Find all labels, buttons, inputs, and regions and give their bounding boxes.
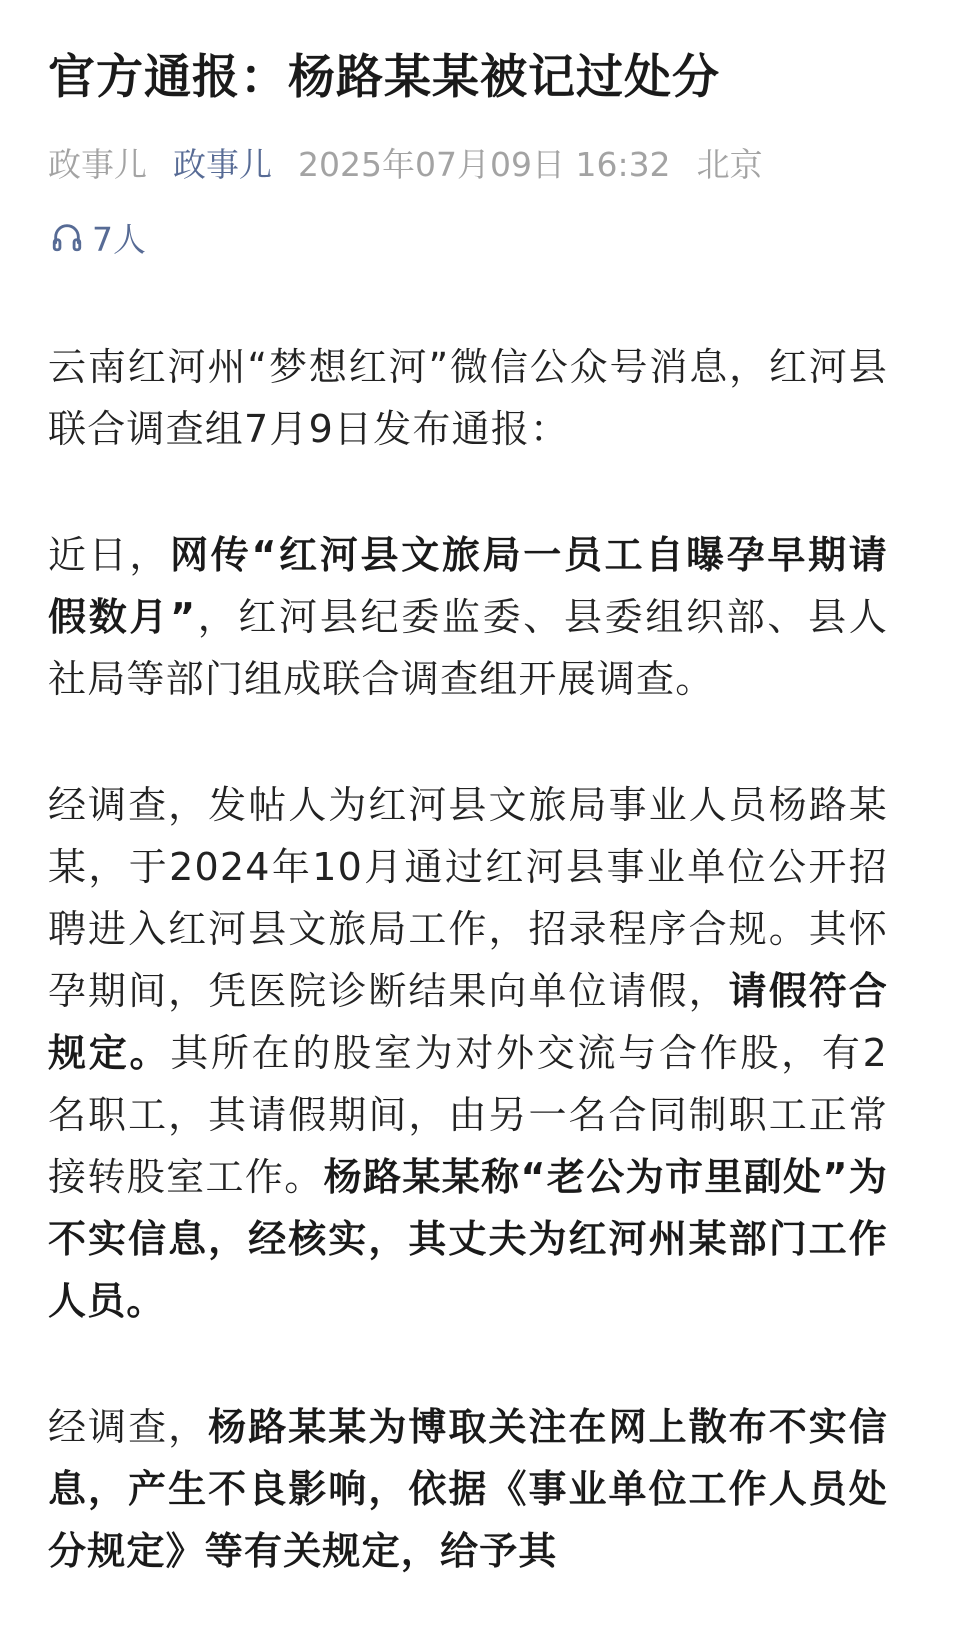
paragraph-bold-text: 杨路某某称“老公为市里副处”为不实信息，经核实，其丈夫为红河州某部门工作人员。 [48,1155,889,1323]
paragraph-text: 其所在的股室为对外交流与合作股，有2名职工，其请假期间，由另一名合同制职工正常接转股室工作。 [48,1031,888,1199]
headphones-icon [50,220,84,254]
article-meta [48,140,948,190]
paragraph-bold-text: 杨路某某为博取关注在网上散布不实信息，产生不良影响，依据《事业单位工作人员处分规定》等有关规定，给予其 [48,1405,888,1573]
account-link[interactable]: 政事儿 [173,145,272,184]
paragraph-bold-text: 网传“红河县文旅局一员工自曝孕早期请假数月” [48,533,888,639]
listen-button[interactable] [50,212,146,262]
paragraph-text: 近日， [48,533,171,577]
paragraph-1 [48,336,888,460]
paragraph-text: 云南红河州“梦想红河”微信公众号消息，红河县联合调查组7月9日发布通报： [48,345,888,451]
listener-count: 7人 [92,219,146,259]
publish-location: 北京 [696,145,763,184]
article-body [48,336,888,1646]
paragraph-bold-text: 请假符合规定。 [48,969,888,1075]
publish-date: 2025年07月09日 16:32 [298,145,671,184]
paragraph-text: 经调查，发帖人为红河县文旅局事业人员杨路某某，于2024年10月通过红河县事业单位公开招聘进入红河县文旅局工作，招录程序合规。其怀孕期间，凭医院诊断结果向单位请假， [48,783,888,1013]
article-title: 官方通报：杨路某某被记过处分 [48,50,720,105]
paragraph-2 [48,524,888,710]
author-name: 政事儿 [48,145,147,184]
paragraph-text: ，红河县纪委监委、县委组织部、县人社局等部门组成联合调查组开展调查。 [48,595,888,701]
paragraph-3 [48,774,888,1332]
paragraph-text: 经调查， [48,1405,209,1449]
paragraph-4 [48,1396,888,1582]
